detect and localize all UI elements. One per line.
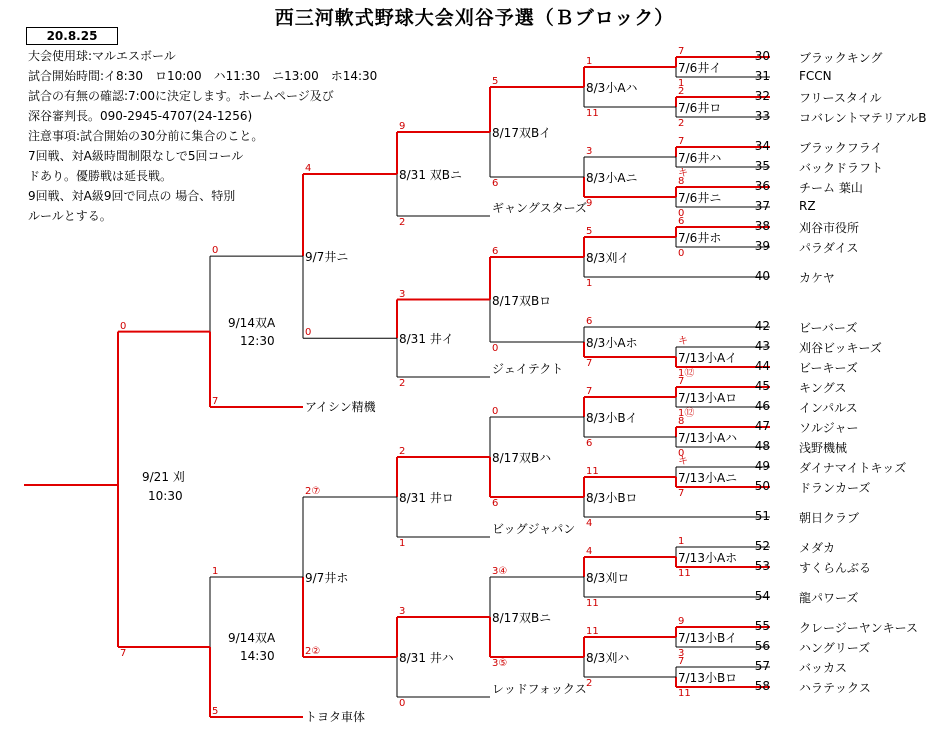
team-name: バックドラフト bbox=[799, 161, 884, 175]
note-line: 深谷審判長。090-2945-4707(24-1256) bbox=[28, 109, 253, 123]
team-number: 52 bbox=[754, 539, 770, 553]
score: 9 bbox=[399, 121, 406, 132]
match-label: 7/13小Bイ bbox=[678, 631, 738, 645]
team-number: 51 bbox=[754, 509, 770, 523]
team-number: 45 bbox=[754, 379, 770, 393]
match-label: 7/6井ロ bbox=[678, 101, 722, 115]
score: 6 bbox=[492, 246, 499, 257]
match-label: 7/13小Bロ bbox=[678, 671, 738, 685]
score: 7 bbox=[678, 488, 685, 499]
score: 7 bbox=[586, 386, 593, 397]
score: 11 bbox=[586, 626, 599, 637]
score: 2 bbox=[678, 86, 685, 97]
score: 0 bbox=[305, 327, 312, 339]
team-name: ブラックフライ bbox=[799, 141, 883, 155]
match-label: 8/3刈ロ bbox=[586, 571, 630, 585]
score: 1 bbox=[678, 78, 685, 89]
team-name: ハラテックス bbox=[799, 681, 871, 695]
team-number: 40 bbox=[754, 269, 770, 283]
score: 11 bbox=[678, 568, 691, 579]
score: 1 bbox=[399, 538, 406, 549]
match-label: 9/21 刈 bbox=[142, 470, 185, 484]
match-label: 7/6井ニ bbox=[678, 191, 722, 205]
score: 0 bbox=[399, 698, 406, 709]
note-line: 7回戦、対A級時間制限なしで5回コール bbox=[28, 149, 244, 163]
match-label: 7/13小Aハ bbox=[678, 431, 738, 445]
match-label: 8/31 井ハ bbox=[399, 651, 454, 665]
match-label: 8/17双Bロ bbox=[492, 293, 552, 308]
team-number: 31 bbox=[754, 69, 770, 83]
score: 1⑫ bbox=[678, 408, 695, 419]
score: 1⑫ bbox=[678, 368, 695, 379]
match-label: 8/3小Aニ bbox=[586, 171, 638, 185]
team-name: チーム 葉山 bbox=[799, 181, 863, 195]
score: 6 bbox=[586, 438, 593, 449]
team-number: 56 bbox=[754, 639, 770, 653]
team-name: ハングリーズ bbox=[799, 641, 871, 655]
team-number: 48 bbox=[754, 439, 770, 453]
score: 4 bbox=[586, 546, 593, 557]
score: キ bbox=[678, 336, 688, 347]
score: 11 bbox=[678, 688, 691, 699]
team-name: ダイナマイトキッズ bbox=[799, 461, 907, 475]
score: 1 bbox=[212, 566, 219, 577]
match-label: 9/14双A bbox=[228, 315, 276, 330]
match-time: 14:30 bbox=[240, 649, 275, 663]
seed-team: ジェイテクト bbox=[492, 362, 564, 376]
team-name: RZ bbox=[799, 199, 816, 213]
team-name: 朝日クラブ bbox=[799, 511, 860, 525]
team-name: フリースタイル bbox=[799, 91, 882, 105]
team-name: カケヤ bbox=[799, 271, 835, 285]
score: 6 bbox=[492, 498, 499, 509]
score: 0 bbox=[678, 448, 685, 459]
score: 4 bbox=[305, 163, 312, 174]
score: 7 bbox=[678, 656, 685, 667]
seed-team: ビッグジャパン bbox=[492, 522, 576, 536]
score: 3 bbox=[586, 146, 593, 157]
score: 7 bbox=[586, 358, 593, 369]
score: 3 bbox=[399, 288, 406, 300]
note-line: ドあり。優勝戦は延長戦。 bbox=[28, 169, 173, 183]
note-line: 試合の有無の確認:7:00に決定します。ホームページ及び bbox=[28, 89, 334, 103]
seed-team: トヨタ車体 bbox=[305, 710, 366, 724]
match-label: 8/17双Bイ bbox=[492, 126, 552, 140]
score: キ bbox=[678, 456, 688, 467]
team-number: 55 bbox=[754, 619, 770, 633]
score: 0 bbox=[492, 406, 499, 417]
score: 2 bbox=[399, 446, 406, 457]
score: 2 bbox=[399, 217, 406, 228]
team-number: 46 bbox=[754, 399, 770, 413]
score: 3④ bbox=[492, 566, 508, 577]
score: 2 bbox=[399, 378, 406, 389]
note-line: 試合開始時間:イ8:30 ロ10:00 ハ11:30 ニ13:00 ホ14:30 bbox=[28, 69, 378, 83]
team-name: インパルス bbox=[799, 401, 858, 415]
score: 7 bbox=[212, 396, 219, 407]
score: 1 bbox=[586, 56, 593, 67]
team-number: 42 bbox=[754, 319, 770, 333]
seed-team: アイシン精機 bbox=[305, 400, 376, 414]
match-label: 7/13小Aイ bbox=[678, 351, 738, 365]
team-name: 龍パワーズ bbox=[799, 591, 859, 605]
match-label: 8/3小Aハ bbox=[586, 81, 638, 95]
score: 2 bbox=[586, 678, 593, 689]
score: 6 bbox=[586, 316, 593, 327]
team-number: 49 bbox=[754, 459, 770, 473]
score: 11 bbox=[586, 466, 599, 477]
score: 0 bbox=[678, 208, 685, 219]
score: 7 bbox=[678, 376, 685, 387]
team-number: 43 bbox=[754, 339, 770, 353]
score: 9 bbox=[586, 198, 593, 209]
team-number: 30 bbox=[754, 49, 770, 63]
team-name: パラダイス bbox=[799, 241, 859, 255]
team-name: ビーバーズ bbox=[799, 321, 858, 335]
match-label: 9/7井ホ bbox=[305, 571, 349, 585]
team-name: バッカス bbox=[799, 661, 848, 675]
match-time: 12:30 bbox=[240, 333, 275, 348]
score: 8 bbox=[678, 416, 685, 427]
team-number: 58 bbox=[754, 679, 770, 693]
match-label: 8/17双Bハ bbox=[492, 451, 552, 465]
score: キ bbox=[678, 168, 688, 179]
score: 5 bbox=[212, 706, 219, 717]
team-number: 39 bbox=[754, 239, 770, 253]
score: 2⑦ bbox=[305, 486, 321, 497]
score: 5 bbox=[586, 226, 593, 237]
match-label: 7/13小Aロ bbox=[678, 391, 738, 405]
match-label: 8/3刈イ bbox=[586, 251, 630, 265]
team-name: ドランカーズ bbox=[799, 481, 871, 495]
score: 7 bbox=[120, 648, 127, 659]
match-label: 7/6井ハ bbox=[678, 151, 722, 165]
score: 1 bbox=[678, 536, 685, 547]
match-label: 8/31 井イ bbox=[399, 332, 454, 347]
score: 0 bbox=[120, 320, 127, 332]
team-name: 刈谷市役所 bbox=[799, 221, 860, 235]
score: 0 bbox=[678, 248, 685, 259]
score: 5 bbox=[492, 76, 499, 87]
team-number: 33 bbox=[754, 109, 770, 123]
team-number: 37 bbox=[754, 199, 770, 213]
score: 1 bbox=[586, 278, 593, 289]
score: 2② bbox=[305, 646, 321, 657]
match-label: 9/14双A bbox=[228, 631, 276, 645]
match-label: 9/7井ニ bbox=[305, 250, 349, 265]
team-name: コバレントマテリアルB bbox=[799, 111, 927, 125]
score: 9 bbox=[678, 616, 685, 627]
match-label: 7/13小Aニ bbox=[678, 471, 738, 485]
score: 11 bbox=[586, 598, 599, 609]
match-label: 8/3小Aホ bbox=[586, 336, 638, 350]
team-number: 38 bbox=[754, 219, 770, 233]
team-number: 35 bbox=[754, 159, 770, 173]
score: 0 bbox=[212, 245, 219, 257]
score: 6 bbox=[492, 178, 499, 189]
score: 7 bbox=[678, 136, 685, 147]
match-label: 8/31 双Bニ bbox=[399, 168, 462, 182]
team-number: 50 bbox=[754, 479, 770, 493]
team-number: 54 bbox=[754, 589, 770, 603]
team-number: 36 bbox=[754, 179, 770, 193]
score: 6 bbox=[678, 216, 685, 227]
match-label: 7/13小Aホ bbox=[678, 551, 738, 565]
match-label: 8/3小Bイ bbox=[586, 411, 638, 425]
note-line: 大会使用球:マルエスボール bbox=[28, 49, 176, 63]
score: 7 bbox=[678, 46, 685, 57]
match-time: 10:30 bbox=[148, 489, 183, 503]
team-name: FCCN bbox=[799, 69, 832, 83]
date-box: 20.8.25 bbox=[26, 27, 118, 45]
team-number: 44 bbox=[754, 359, 770, 373]
score: 11 bbox=[586, 108, 599, 119]
team-name: 浅野機械 bbox=[799, 441, 848, 455]
team-name: ソルジャー bbox=[799, 421, 859, 435]
score: 3 bbox=[678, 648, 685, 659]
team-name: ブラックキング bbox=[799, 51, 883, 65]
team-number: 53 bbox=[754, 559, 770, 573]
match-label: 7/6井イ bbox=[678, 61, 722, 75]
team-number: 57 bbox=[754, 659, 770, 673]
team-name: クレージーヤンキース bbox=[799, 621, 919, 635]
match-label: 8/3刈ハ bbox=[586, 651, 630, 665]
team-number: 47 bbox=[754, 419, 770, 433]
score: 4 bbox=[586, 518, 593, 529]
team-number: 34 bbox=[754, 139, 770, 153]
team-name: ビーキーズ bbox=[799, 361, 858, 375]
team-name: 刈谷ビッキーズ bbox=[799, 341, 882, 355]
seed-team: レッドフォックス bbox=[492, 682, 587, 696]
page-title: 西三河軟式野球大会刈谷予選（Ｂブロック） bbox=[274, 7, 675, 29]
team-name: メダカ bbox=[799, 541, 836, 555]
note-line: 注意事項:試合開始の30分前に集合のこと。 bbox=[28, 129, 264, 143]
score: 3⑤ bbox=[492, 658, 508, 669]
score: 3 bbox=[399, 606, 406, 617]
team-name: すくらんぶる bbox=[799, 561, 872, 575]
match-label: 8/17双Bニ bbox=[492, 611, 552, 625]
team-name: キングス bbox=[799, 381, 847, 395]
team-number: 32 bbox=[754, 89, 770, 103]
note-line: ルールとする。 bbox=[28, 209, 112, 223]
seed-team: ギャングスターズ bbox=[492, 201, 588, 215]
score: 8 bbox=[678, 176, 685, 187]
score: 2 bbox=[678, 118, 685, 129]
note-line: 9回戦、対A級9回で同点の 場合、特別 bbox=[28, 189, 236, 203]
match-label: 7/6井ホ bbox=[678, 231, 722, 245]
score: 0 bbox=[492, 343, 499, 354]
match-label: 8/31 井ロ bbox=[399, 491, 454, 505]
match-label: 8/3小Bロ bbox=[586, 491, 638, 505]
